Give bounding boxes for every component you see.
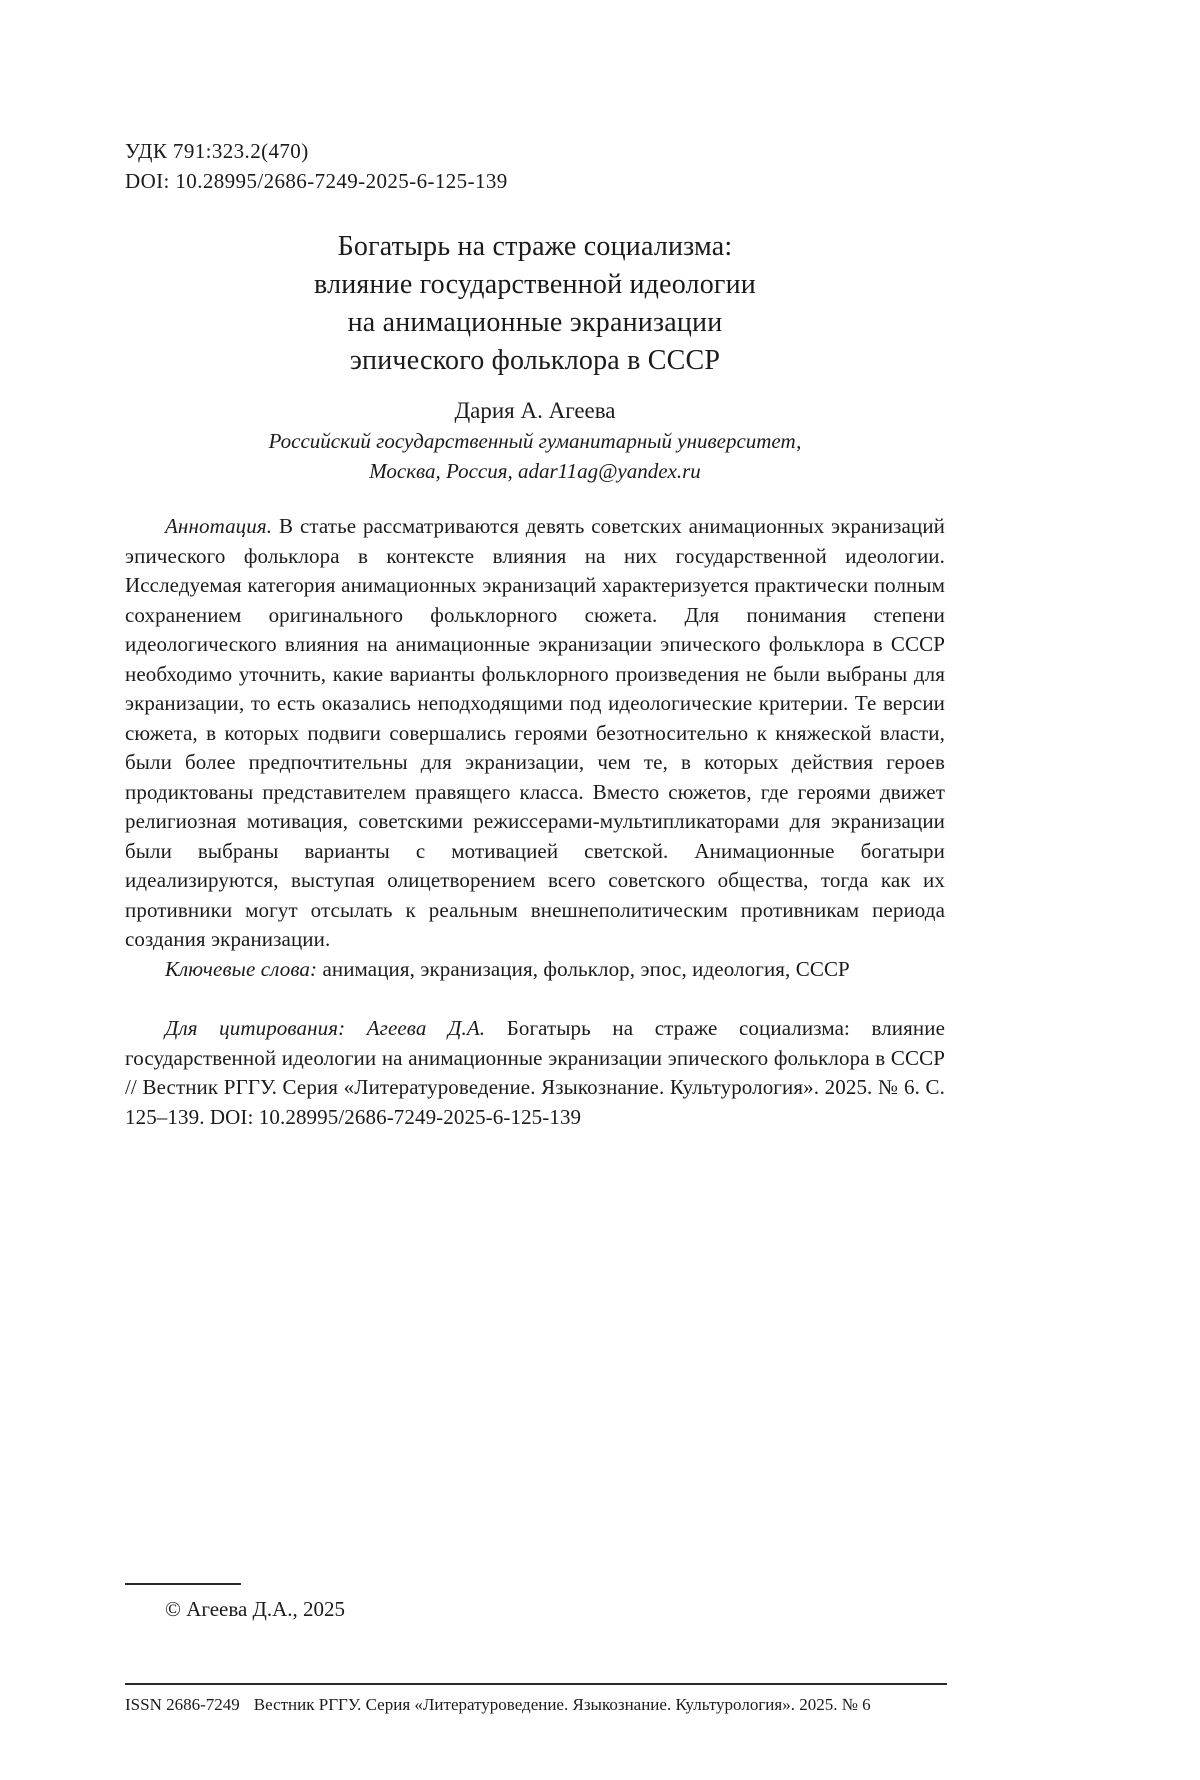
citation-paragraph: [125, 1014, 945, 1132]
keywords-paragraph: [125, 955, 945, 985]
doi-line: DOI: 10.28995/2686-7249-2025-6-125-139: [125, 169, 508, 193]
abstract-paragraph: [125, 512, 945, 955]
footer-journal-title: Вестник РГГУ. Серия «Литературоведение. Языкознание. Культурология». 2025. № 6: [253, 1695, 871, 1714]
copyright-rule: [125, 1583, 241, 1585]
citation-lead: Для цитирования: Агеева Д.А.: [165, 1016, 486, 1040]
article-content: [125, 136, 945, 1132]
article-title: [125, 228, 945, 380]
citation-text: Богатырь на страже социализма: влияние государственной идеологии на анимационные экранизации эпического фольклора в СССР // Вестник РГГУ. Серия «Литературоведение. Языкознание. Культурология». 2025. № 6. С. 125–139. DOI: 10.28995/2686-7249-2025-6-125-139: [125, 1016, 946, 1129]
abstract-label: Аннотация.: [165, 514, 273, 538]
abstract-text: В статье рассматриваются девять советских анимационных экранизаций эпического фольклора в контексте влияния на них государственной идеологии. Исследуемая категория анимационных экранизаций характеризуется практически полным сохранением оригинального фольклорного сюжета. Для понимания степени идеологического влияния на анимационные экранизации эпического фольклора в СССР необходимо уточнить, какие варианты фольклорного произведения не были выбраны для экранизации, то есть оказались неподходящими под идеологические критерии. Те версии сюжета, в которых подвиги совершались героями безотносительно к княжеской власти, были более предпочтительны для экранизации, чем те, в которых действия героев продиктованы представителем правящего класса. Вместо сюжетов, где героями движет религиозная мотивация, советскими режиссерами-мультипликаторами для экранизации были выбраны варианты с мотивацией светской. Анимационные богатыри идеализируются, выступая олицетворением всего советского общества, тогда как их противники могут отсылать к реальным внешнеполитическим противникам периода создания экранизации.: [125, 514, 945, 951]
author-affiliation-line-1: Российский государственный гуманитарный университет,: [268, 429, 802, 453]
article-title-line-2: влияние государственной идеологии: [314, 269, 756, 300]
author-name: Дария А. Агеева: [454, 398, 616, 423]
copyright-block: [125, 1583, 345, 1623]
author-affiliation-line-2: Москва, Россия, adar11ag@yandex.ru: [369, 459, 701, 483]
article-title-line-4: эпического фольклора в СССР: [349, 345, 721, 376]
page-footer: [125, 1683, 947, 1716]
article-title-line-3: на анимационные экранизации: [347, 307, 723, 338]
keywords-label: Ключевые слова:: [165, 956, 318, 981]
udc-line: УДК 791:323.2(470): [125, 139, 309, 163]
keywords-text: анимация, экранизация, фольклор, эпос, идеология, СССР: [322, 956, 850, 981]
article-title-line-1: Богатырь на страже социализма:: [337, 231, 733, 262]
copyright-text: © Агеева Д.А., 2025: [165, 1597, 346, 1621]
footer-issn: ISSN 2686-7249: [125, 1695, 240, 1714]
